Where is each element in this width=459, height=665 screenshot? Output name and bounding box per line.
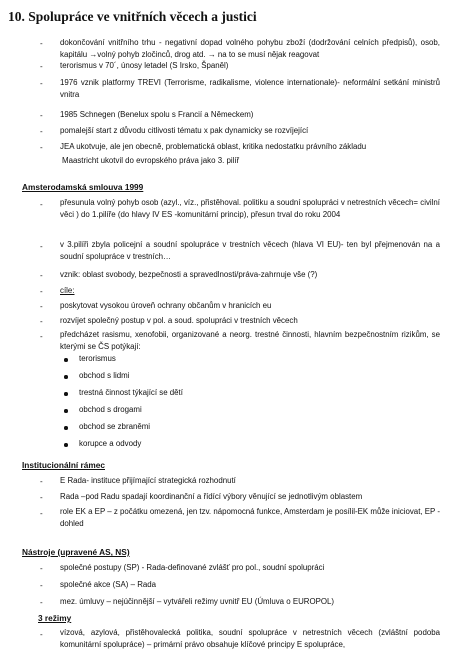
bullet-dot (64, 375, 68, 379)
dash-marker: - (40, 271, 43, 280)
bullet-dot (64, 409, 68, 413)
list-item: terorismus v 70´, únosy letadel (S Irsko, Španěl) (60, 61, 229, 70)
list-item: JEA ukotvuje, ale jen obecně, problematická oblast, kritika nedostatku právního základu (60, 142, 367, 151)
dash-marker: - (40, 509, 43, 518)
list-item: role EK a EP – z počátku omezená, jen tzv. nápomocná funkce, Amsterdam je posílil-EK může iniciovat, EP - dohled (60, 507, 440, 528)
dash-marker: - (40, 39, 43, 48)
list-item: 1976 vznik platformy TREVI (Terrorisme, radikalisme, violence internationale)- neformální setkání ministrů vnitra (60, 78, 440, 99)
dash-marker: - (40, 79, 43, 88)
dash-marker: - (40, 564, 43, 573)
list-item: společné akce (SA) – Rada (60, 580, 157, 589)
dash-marker: - (40, 493, 43, 502)
bullet-item: terorismus (79, 354, 116, 363)
list-item: dokončování vnitřního trhu - negativní dopad volného pohybu zboží (dodržování celních předpisů), osob, kapitálu →volný pohyb zločinců, drog atd. → na to se musí nějak reagovat (60, 38, 440, 59)
dash-marker: - (40, 200, 43, 209)
dash-marker: - (40, 287, 43, 296)
section-heading-tools: Nástroje (upravené AS, NS) (22, 547, 130, 557)
dash-marker: - (40, 332, 43, 341)
bullet-item: trestná činnost týkající se dětí (79, 388, 183, 397)
section-heading-amsterdam: Amsterodamská smlouva 1999 (22, 182, 144, 192)
list-item: Maastricht ukotvil do evropského práva jako 3. pilíř (62, 156, 240, 165)
list-item: rozvíjet společný postup v pol. a soud. spolupráci v trestních věcech (60, 316, 298, 325)
dash-marker: - (40, 143, 43, 152)
list-item: vznik: oblast svobody, bezpečnosti a spravedlnosti/práva-zahrnuje vše (?) (60, 270, 318, 279)
bullet-dot (64, 426, 68, 430)
list-item: předcházet rasismu, xenofobii, organizované a neorg. trestné činnosti, hlavním bezpečnostním rizikům, se kterými se ČS potýkají: (60, 330, 440, 351)
bullet-item: obchod se zbraněmi (79, 422, 151, 431)
bullet-item: obchod s lidmi (79, 371, 130, 380)
dash-marker: - (40, 242, 43, 251)
dash-marker: - (40, 598, 43, 607)
list-item: E Rada- instituce přijímající strategická rozhodnutí (60, 476, 236, 485)
bullet-item: obchod s drogami (79, 405, 142, 414)
list-item: vízová, azylová, přistěhovalecká politika, soudní spolupráce v netrestních věcech (zvláštní podoba komunitární spolupráce) – primární právo obsahuje klíčové principy E spolupráce, (60, 628, 440, 649)
page-title: 10. Spolupráce ve vnitřních věcech a justici (8, 9, 257, 24)
dash-marker: - (40, 62, 43, 71)
list-item: mez. úmluvy – nejúčinnější – vytvářeli režimy uvnitř EU (Úmluva o EUROPOL) (60, 597, 335, 606)
section-heading-institutional: Institucionální rámec (22, 460, 105, 470)
list-item: v 3.pilíři zbyla policejní a soudní spolupráce v trestních věcech (hlava VI EU)- ten byl přejmenován na a soudní spolupráce v trestních… (60, 240, 440, 261)
bullet-dot (64, 358, 68, 362)
list-item: společné postupy (SP) - Rada-definované zvlášť pro pol., soudní spolupráci (60, 563, 325, 572)
list-item: Rada –pod Radu spadají koordinanční a řídící výbory věnující se jednotlivým oblastem (60, 492, 363, 501)
list-item-goals: cíle: (60, 286, 75, 295)
dash-marker: - (40, 630, 43, 639)
list-item: poskytovat vysokou úroveň ochrany občanům v hranicích eu (60, 301, 272, 310)
dash-marker: - (40, 317, 43, 326)
list-item: 1985 Schnegen (Benelux spolu s Francií a Německem) (60, 110, 254, 119)
dash-marker: - (40, 111, 43, 120)
dash-marker: - (40, 477, 43, 486)
dash-marker: - (40, 302, 43, 311)
dash-marker: - (40, 127, 43, 136)
subsection-heading-regimes: 3 režimy (38, 613, 72, 623)
bullet-item: korupce a odvody (79, 439, 142, 448)
list-item: pomalejší start z důvodu citlivosti tématu x pak dynamicky se rozvíjející (60, 126, 309, 135)
bullet-dot (64, 443, 68, 447)
list-item: přesunula volný pohyb osob (azyl., víz., přistěhoval. politiku a soudní spolupráci v netrestních věcech= civilní věci ) do 1.pilíře (do hlavy IV ES -komunitární princip), přesun trval do roku 2004 (60, 198, 440, 219)
dash-marker: - (40, 581, 43, 590)
bullet-dot (64, 392, 68, 396)
